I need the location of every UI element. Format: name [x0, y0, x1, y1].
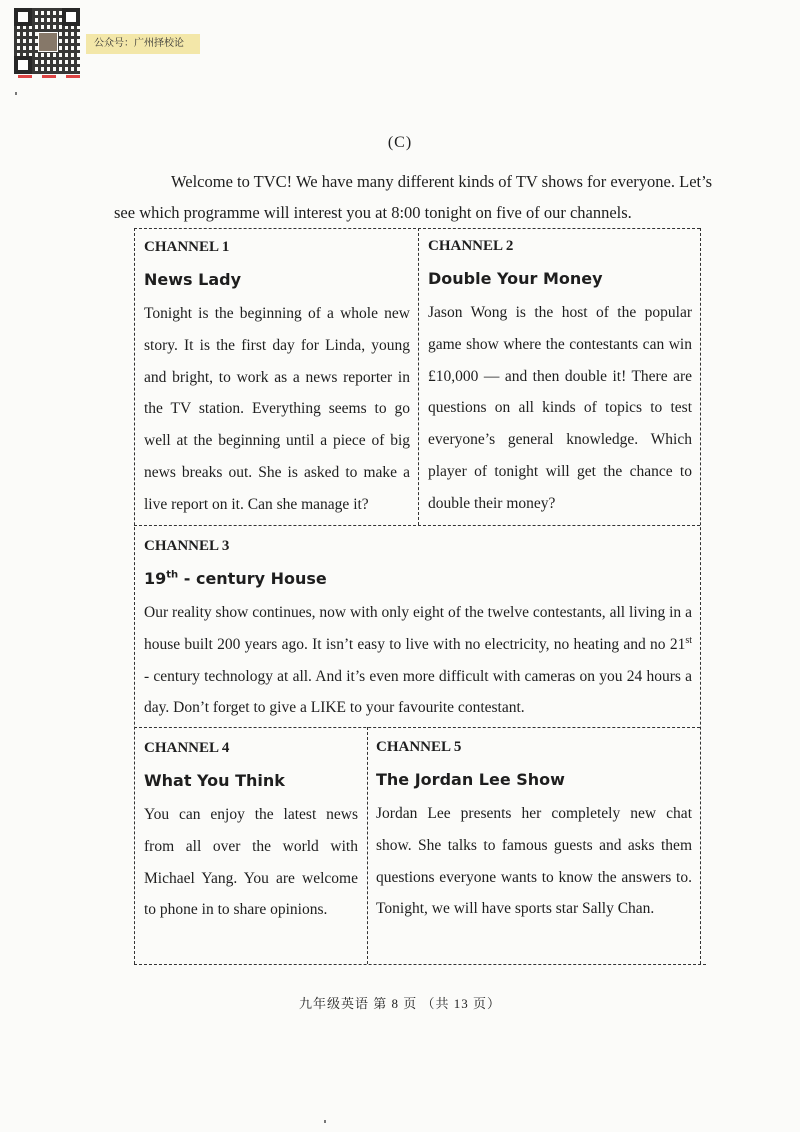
channel-4-box: [136, 730, 366, 964]
channel-2-description: Jason Wong is the host of the popular game show where the contestants can win £10,000 — and then double it! There are questions on all kinds of topics to test everyone’s general knowledge. Which player of tonight will get the chance to double their money?: [428, 304, 692, 512]
intro-line-2: see which programme will interest you at 8:00 tonight on five of our channels.: [114, 203, 632, 222]
channel-5-show-title: The Jordan Lee Show: [376, 770, 565, 789]
channel-5-description: Jordan Lee presents her completely new chat show. She talks to famous guests and asks them questions everyone wants to know the answers to. Tonight, we will have sports star Sally Chan.: [376, 805, 692, 918]
intro-paragraph: [114, 166, 713, 228]
channel-2-box: [420, 228, 700, 524]
channel-4-show-title: What You Think: [144, 771, 285, 790]
page-footer: 九年级英语 第 8 页 （共 13 页）: [298, 996, 501, 1011]
channel-4-description: You can enjoy the latest news from all over the world with Michael Yang. You are welcome to phone in to share opinions.: [144, 806, 358, 919]
channel-1-show-title: News Lady: [144, 270, 241, 289]
channel-1-box: [136, 229, 418, 525]
wechat-account-label: 公众号：广州择校论: [86, 34, 200, 54]
qr-code-icon: [14, 8, 80, 74]
section-title: (C): [387, 134, 413, 151]
channel-3-box: [136, 528, 700, 726]
channel-3-label: CHANNEL 3: [144, 538, 230, 554]
qr-caption-marks: [18, 75, 80, 80]
channel-3-show-title: 19th - century House: [144, 569, 327, 588]
channel-2-label: CHANNEL 2: [428, 238, 514, 254]
channel-4-label: CHANNEL 4: [144, 740, 230, 756]
avatar: [38, 32, 58, 52]
channel-5-box: [368, 729, 700, 963]
channel-5-label: CHANNEL 5: [376, 739, 462, 755]
intro-line-1: Welcome to TVC! We have many different kinds of TV shows for everyone. Let’s: [171, 172, 713, 191]
channel-2-show-title: Double Your Money: [428, 269, 603, 288]
channel-3-description: Our reality show continues, now with only eight of the twelve contestants, all living in a house built 200 years ago. It isn’t easy to live with no electricity, no heating and no 21st - century technology at all. And it’s even more difficult with cameras on you 24 hours a day. Don’t forget to give a LIKE to your favourite contestant.: [144, 604, 692, 717]
channel-1-description: Tonight is the beginning of a whole new story. It is the first day for Linda, young and bright, to work as a news reporter in the TV station. Everything seems to go well at the beginning until a piece of big news breaks out. She is asked to make a live report on it. Can she manage it?: [144, 305, 410, 513]
channel-1-label: CHANNEL 1: [144, 239, 230, 255]
